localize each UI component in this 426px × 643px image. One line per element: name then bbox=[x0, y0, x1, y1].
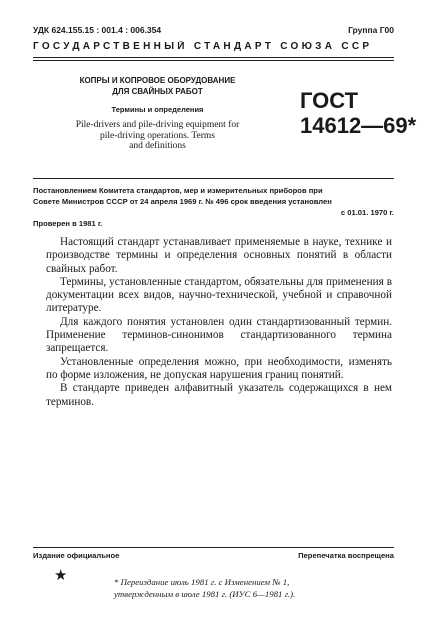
paragraph-mandatory: Термины, установленные стандартом, обязательны для применения в документации всех видов, научно-технической, учебной и справочной литературе. bbox=[46, 275, 392, 315]
title-en-line2: pile-driving operations. Terms bbox=[100, 130, 215, 141]
reprint-prohibited-label: Перепечатка воспрещена bbox=[298, 551, 394, 560]
title-en bbox=[50, 120, 265, 152]
title-block bbox=[50, 75, 265, 152]
checked-year: Проверен в 1981 г. bbox=[33, 219, 103, 228]
title-en-line3: and definitions bbox=[129, 141, 186, 151]
paragraph-single-term: Для каждого понятия установлен один стандартизованный термин. Применение терминов-синонимов стандартизованного термина запрещается. bbox=[46, 315, 392, 355]
official-edition-label: Издание официальное bbox=[33, 551, 120, 560]
reissue-note-line2: утвержденным в июле 1981 г. (ИУС 6—1981 г.). bbox=[114, 589, 296, 599]
decree-text bbox=[33, 185, 394, 218]
decree-effective-date: с 01.01. 1970 г. bbox=[340, 208, 394, 217]
udk-code: УДК 624.155.15 : 001.4 : 006.354 bbox=[33, 25, 162, 35]
header-rule-thin bbox=[33, 60, 394, 61]
gost-number: 14612—69* bbox=[300, 113, 417, 138]
footer-rule bbox=[33, 547, 394, 548]
reissue-note bbox=[114, 576, 394, 600]
state-standard-banner: ГОСУДАРСТВЕННЫЙ СТАНДАРТ СОЮЗА ССР bbox=[33, 41, 373, 52]
title-ru bbox=[50, 75, 265, 97]
decree-line1: Постановлением Комитета стандартов, мер и измерительных приборов при bbox=[33, 186, 323, 195]
subtitle-ru: Термины и определения bbox=[111, 105, 204, 114]
title-ru-line1: КОПРЫ И КОПРОВОЕ ОБОРУДОВАНИЕ bbox=[79, 76, 236, 85]
paragraph-definitions: Установленные определения можно, при необходимости, изменять по форме изложения, не допуская нарушения границ понятий. bbox=[46, 355, 392, 381]
reissue-note-line1: * Переиздание июль 1981 г. с Изменением № 1, bbox=[114, 577, 290, 587]
decree-rule bbox=[33, 178, 394, 179]
title-en-line1: Pile-drivers and pile-driving equipment for bbox=[75, 120, 240, 130]
star-icon: ★ bbox=[54, 568, 68, 584]
title-ru-line2: ДЛЯ СВАЙНЫХ РАБОТ bbox=[112, 87, 203, 96]
gost-label: ГОСТ bbox=[300, 88, 359, 113]
body-text bbox=[46, 236, 392, 409]
header-rule-thick bbox=[33, 57, 394, 58]
group-code: Группа Г00 bbox=[348, 25, 394, 35]
paragraph-index: В стандарте приведен алфавитный указатель содержащихся в нем терминов. bbox=[46, 382, 392, 408]
decree-line2: Совете Министров СССР от 24 апреля 1969 г. № 496 срок введения установлен bbox=[33, 197, 332, 206]
paragraph-scope: Настоящий стандарт устанавливает применяемые в науке, технике и производстве термины и определения основных понятий в области свайных работ. bbox=[46, 236, 392, 275]
